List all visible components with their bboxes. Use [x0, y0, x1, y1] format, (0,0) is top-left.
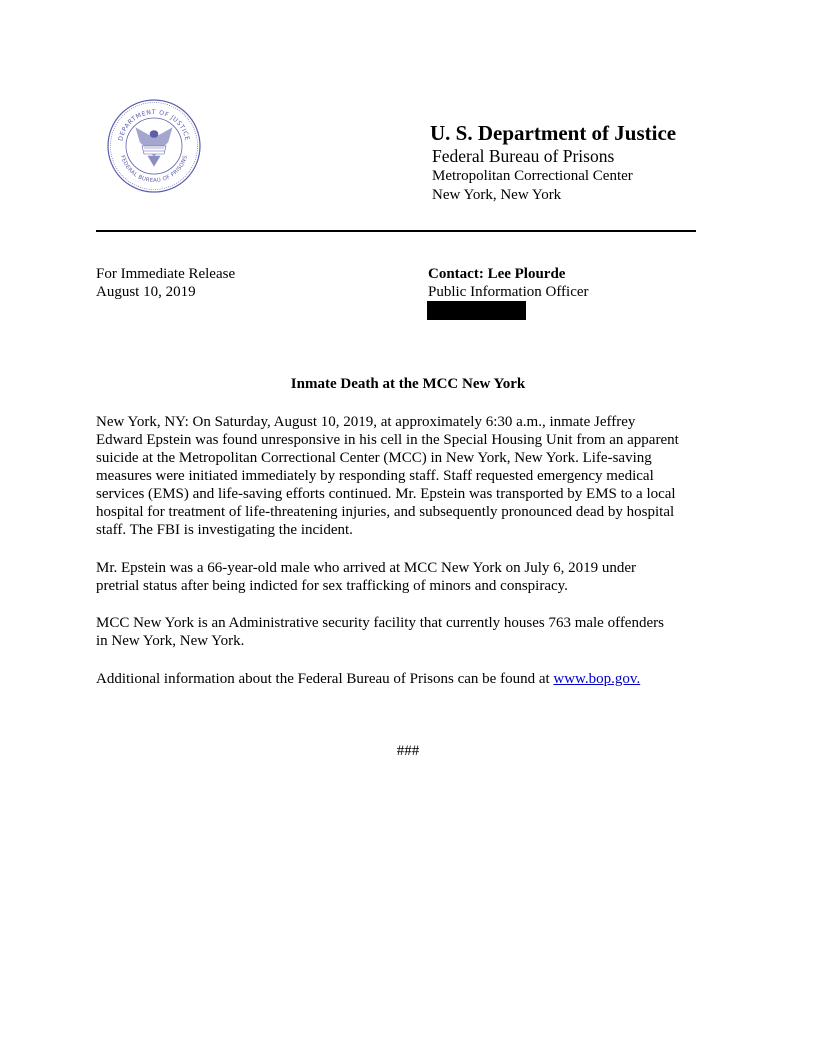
contact-title: Public Information Officer — [428, 284, 589, 300]
text-line: MCC New York is an Administrative security facility that currently houses 763 male offenders — [96, 615, 664, 631]
additional-info-text: Additional information about the Federal Bureau of Prisons can be found at — [96, 671, 554, 687]
agency-name: U. S. Department of Justice — [430, 121, 677, 145]
paragraph-additional-info — [96, 670, 726, 688]
text-line: staff. The FBI is investigating the incident. — [96, 522, 353, 538]
bureau-name: Federal Bureau of Prisons — [432, 146, 615, 166]
redaction-box — [427, 301, 526, 320]
doj-seal-logo — [106, 98, 202, 194]
text-line: New York, NY: On Saturday, August 10, 2019, at approximately 6:30 a.m., inmate Jeffrey — [96, 414, 636, 430]
text-line: Edward Epstein was found unresponsive in his cell in the Special Housing Unit from an apparent — [96, 432, 679, 448]
paragraph-incident — [96, 413, 726, 539]
contact-name: Contact: Lee Plourde — [428, 266, 566, 282]
text-line: measures were initiated immediately by responding staff. Staff requested emergency medical — [96, 468, 654, 484]
end-mark: ### — [396, 743, 420, 759]
bop-website-link[interactable]: www.bop.gov. — [553, 671, 641, 687]
text-line: hospital for treatment of life-threatening injuries, and subsequently pronounced dead by hospital — [96, 504, 675, 520]
header-divider — [96, 230, 696, 232]
facility-name: Metropolitan Correctional Center — [432, 168, 633, 184]
text-line: Mr. Epstein was a 66-year-old male who arrived at MCC New York on July 6, 2019 under — [96, 560, 637, 576]
facility-city: New York, New York — [432, 187, 562, 203]
press-release-headline: Inmate Death at the MCC New York — [290, 376, 526, 392]
text-line: pretrial status after being indicted for sex trafficking of minors and conspiracy. — [96, 578, 568, 594]
paragraph-facility — [96, 614, 726, 650]
seal-bottom-text: FEDERAL BUREAU OF PRISONS — [118, 154, 190, 185]
release-label: For Immediate Release — [96, 266, 236, 282]
release-date: August 10, 2019 — [96, 284, 196, 300]
paragraph-background — [96, 559, 726, 595]
text-line: in New York, New York. — [96, 633, 245, 649]
text-line: suicide at the Metropolitan Correctional Center (MCC) in New York, New York. Life-saving — [96, 450, 652, 466]
seal-top-text: DEPARTMENT OF JUSTICE — [117, 108, 191, 142]
text-line: services (EMS) and life-saving efforts continued. Mr. Epstein was transported by EMS to a local — [96, 486, 676, 502]
